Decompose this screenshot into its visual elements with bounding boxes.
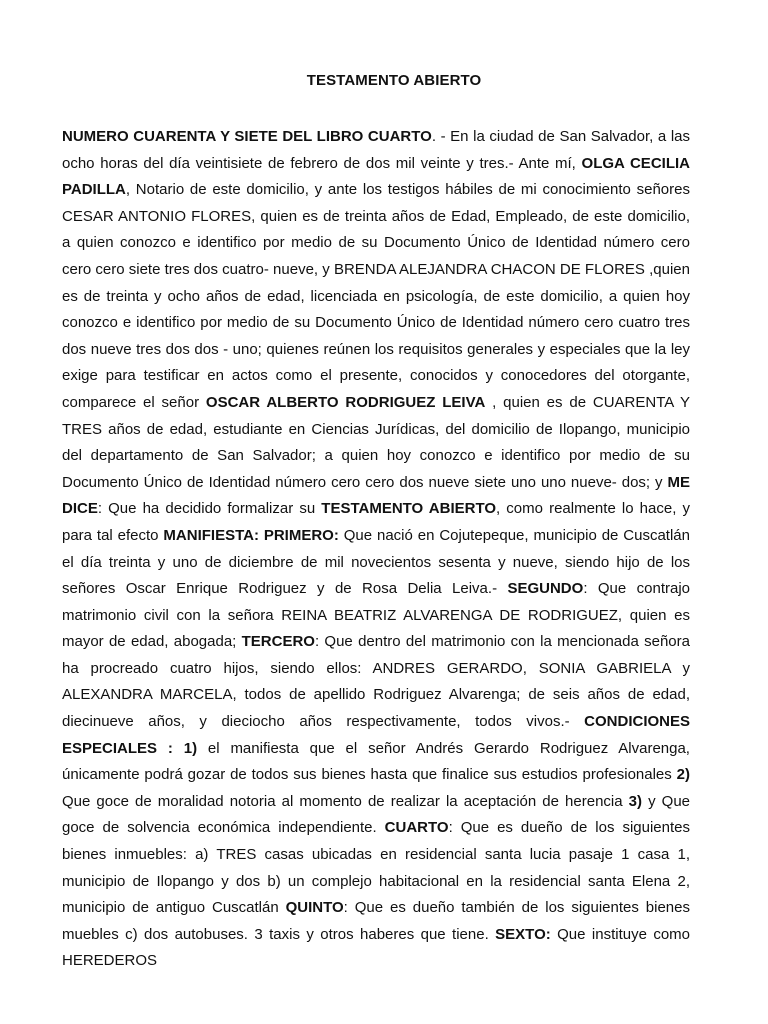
text-run: : Que es dueño de los siguientes bienes inmuebles: a) TRES casas ubicadas en residencial santa lucia pasaje 1 casa 1, municipio de Ilopango y dos b) un complejo habitacional en la residencial santa Elena 2, municipio de antiguo Cuscatlán	[62, 819, 690, 917]
document-title: TESTAMENTO ABIERTO	[306, 72, 482, 89]
bold-run: OLGA CECILIA PADILLA	[62, 154, 690, 199]
text-run: : Que es dueño también de los siguientes bienes muebles c) dos autobuses. 3 taxis y otros haberes que tiene.	[62, 899, 690, 943]
bold-run: SEXTO:	[495, 925, 551, 943]
text-run: : Que ha decidido formalizar su	[97, 500, 322, 518]
bold-run: 2)	[676, 766, 690, 784]
bold-run: TERCERO	[241, 633, 315, 651]
text-run: : Que contrajo matrimonio civil con la señora REINA BEATRIZ ALVARENGA DE RODRIGUEZ, quien es mayor de edad, abogada;	[62, 580, 690, 651]
text-run: Que goce de moralidad notoria al momento de realizar la aceptación de herencia	[62, 792, 629, 810]
bold-run: MANIFIESTA: PRIMERO:	[163, 526, 339, 544]
bold-run: CUARTO	[384, 819, 449, 837]
bold-run: 3)	[628, 792, 643, 810]
bold-run: QUINTO	[285, 899, 344, 917]
text-run: , quien es de CUARENTA Y TRES años de edad, estudiante en Ciencias Jurídicas, del domicilio de Ilopango, municipio del departamento de San Salvador; a quien hoy conozco e identifico por medio de su Documento Único de Identidad número cero cero dos nueve siete uno uno nueve- dos; y	[62, 393, 691, 491]
text-run: el manifiesta que el señor Andrés Gerardo Rodriguez Alvarenga, únicamente podrá gozar de todos sus bienes hasta que finalice sus estudios profesionales	[62, 739, 690, 784]
text-run: : Que dentro del matrimonio con la mencionada señora ha procreado cuatro hijos, siendo ellos: ANDRES GERARDO, SONIA GABRIELA y ALEXANDRA MARCELA, todos de apellido Rodriguez Alvarenga; de seis años de edad, diecinueve años, y dieciocho años respectivamente, todos vivos.-	[62, 633, 690, 731]
bold-run: ME DICE	[62, 473, 690, 518]
text-run: . - En la ciudad de San Salvador, a las ocho horas del día veintisiete de febrero de dos mil veinte y tres.- Ante mí,	[62, 128, 690, 172]
text-run: , como realmente lo hace, y para tal efecto	[62, 500, 690, 544]
bold-run: TESTAMENTO ABIERTO	[321, 500, 497, 518]
text-run: y Que goce de solvencia económica independiente.	[62, 792, 690, 837]
bold-run: OSCAR ALBERTO RODRIGUEZ LEIVA	[205, 393, 486, 411]
bold-run: SEGUNDO	[507, 580, 584, 598]
bold-run: CONDICIONES ESPECIALES : 1)	[62, 713, 690, 757]
bold-run: NUMERO CUARENTA Y SIETE DEL LIBRO CUARTO	[62, 128, 432, 145]
document-body	[62, 124, 690, 975]
text-run: , Notario de este domicilio, y ante los testigos hábiles de mi conocimiento señores CESAR ANTONIO FLORES, quien es de treinta años de Edad, Empleado, de este domicilio, a quien conozco e identifico por medio de su Documento Único de Identidad número cero cero cero siete tres dos cuatro- nueve, y BRENDA ALEJANDRA CHACON DE FLORES ,quien es de treinta y ocho años de edad, licenciada en psicología, de este domicilio, a quien hoy conozco e identifico por medio de su Documento Único de Identidad número cero cuatro tres dos nueve tres dos dos - uno; quienes reúnen los requisitos generales y especiales que la ley exige para testificar en actos como el presente, conocidos y conocedores del otorgante, comparece el señor	[62, 181, 690, 411]
text-run: Que nació en Cojutepeque, municipio de Cuscatlán el día treinta y uno de diciembre de mil novecientos sesenta y nueve, siendo hijo de los señores Oscar Enrique Rodriguez y de Rosa Delia Leiva.-	[62, 526, 690, 598]
text-run: Que instituye como HEREDEROS	[62, 925, 690, 970]
